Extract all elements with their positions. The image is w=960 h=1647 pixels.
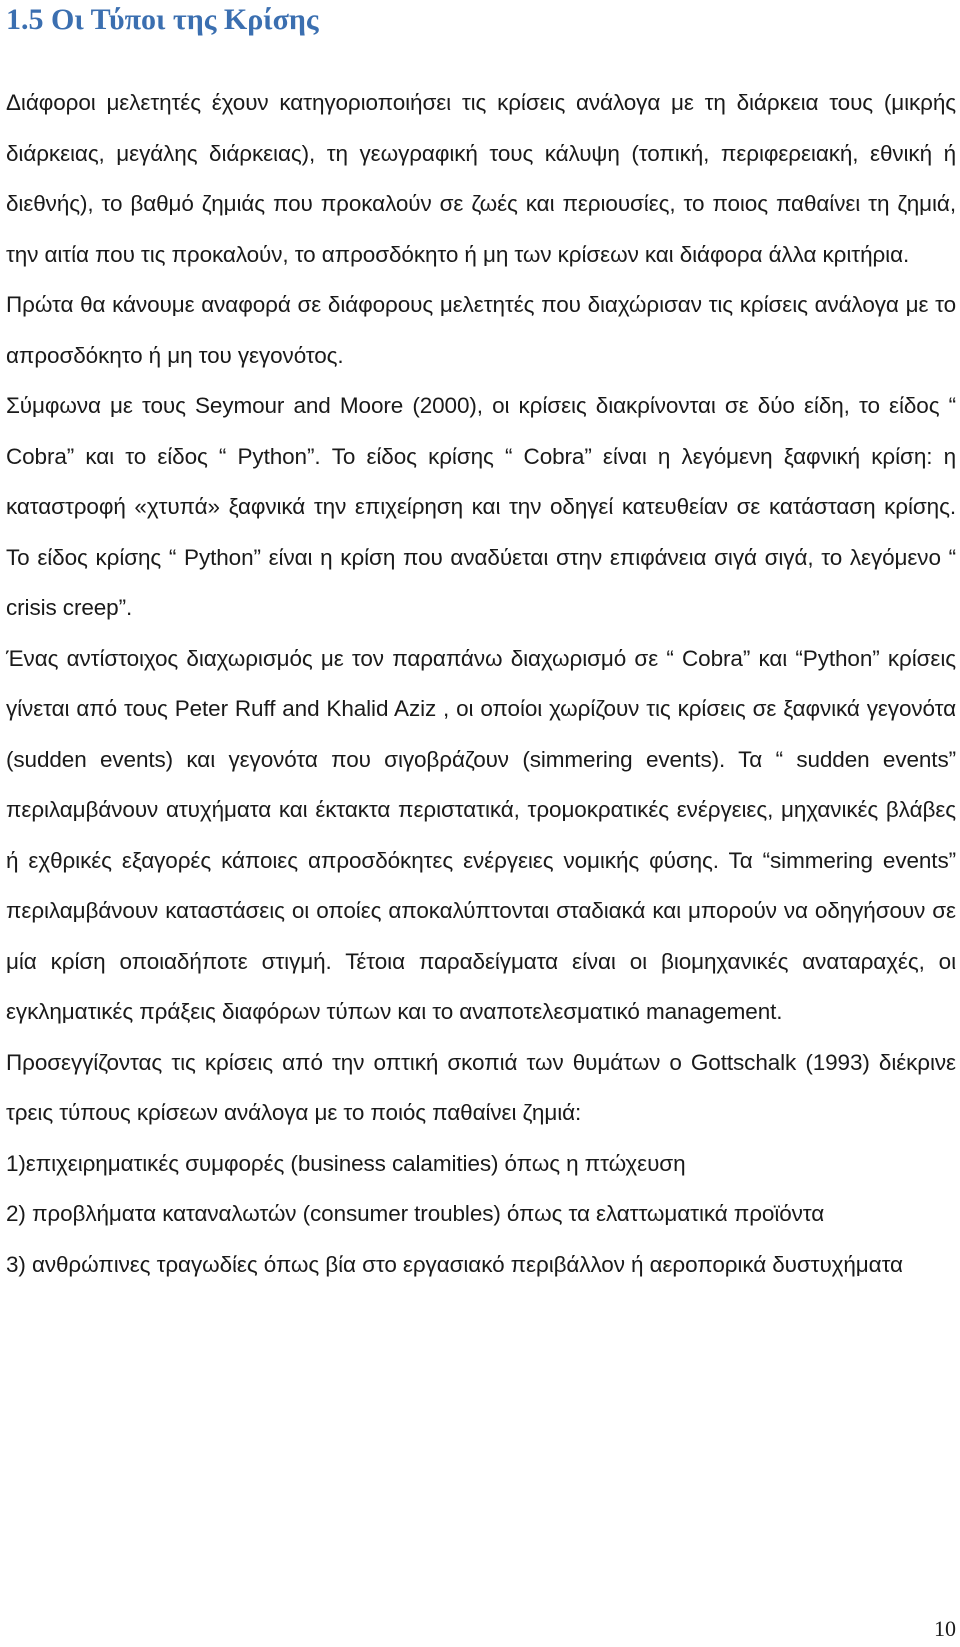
paragraph-cobra-python: Σύμφωνα με τους Seymour and Moore (2000), οι κρίσεις διακρίνονται σε δύο είδη, το είδος “ Cobra” και το είδος “ Python”. Το είδος κρίσης “ Cobra” είναι η λεγόμενη ξαφνική κρίση: η καταστροφή «χτυπά» ξαφνικά την επιχείρηση και την οδηγεί κατευθείαν σε κατάσταση κρίσης. Το είδος κρίσης “ Python” είναι η κρίση που αναδύεται στην επιφάνεια σιγά σιγά, το λεγόμενο “ crisis creep”. <box>6 393 956 620</box>
list-item-business-calamities: 1)επιχειρηματικές συμφορές (business calamities) όπως η πτώχευση <box>6 1150 686 1176</box>
paragraph-unexpected-intro: Πρώτα θα κάνουμε αναφορά σε διάφορους μελετητές που διαχώρισαν τις κρίσεις ανάλογα με το απροσδόκητο ή μη του γεγονότος. <box>6 292 956 368</box>
list-item-human-tragedies: 3) ανθρώπινες τραγωδίες όπως βία στο εργασιακό περιβάλλον ή αεροπορικά δυστυχήματα <box>6 1251 903 1277</box>
list-item-consumer-troubles: 2) προβλήματα καταναλωτών (consumer troubles) όπως τα ελαττωματικά προϊόντα <box>6 1201 825 1226</box>
paragraph-gottschalk: Προσεγγίζοντας τις κρίσεις από την οπτική σκοπιά των θυμάτων ο Gottschalk (1993) διέκρινε τρεις τύπους κρίσεων ανάλογα με το ποιός παθαίνει ζημιά: <box>6 1049 956 1125</box>
page-number: 10 <box>934 1616 956 1641</box>
paragraph-crisis-categorization: Διάφοροι μελετητές έχουν κατηγοριοποιήσει τις κρίσεις ανάλογα με τη διάρκεια τους (μικρής διάρκειας, μεγάλης διάρκειας), τη γεωγραφική τους κάλυψη (τοπική, περιφερειακή, εθνική ή διεθνής), το βαθμό ζημιάς που προκαλούν σε ζωές και περιουσίες, το ποιος παθαίνει τη ζημιά, την αιτία που τις προκαλούν, το απροσδόκητο ή μη των κρίσεων και διάφορα άλλα κριτήρια. <box>6 90 956 267</box>
body-text <box>6 78 956 1290</box>
section-heading: 1.5 Οι Τύποι της Κρίσης <box>6 3 319 36</box>
paragraph-sudden-simmering: Ένας αντίστοιχος διαχωρισμός με τον παραπάνω διαχωρισμό σε “ Cobra” και “Python” κρίσεις γίνεται από τους Peter Ruff and Khalid Aziz , οι οποίοι χωρίζουν τις κρίσεις σε ξαφνικά γεγονότα (sudden events) και γεγονότα που σιγοβράζουν (simmering events). Τα “ sudden events” περιλαμβάνουν ατυχήματα και έκτακτα περιστατικά, τρομοκρατικές ενέργειες, μηχανικές βλάβες ή εχθρικές εξαγορές κάποιες απροσδόκητες ενέργειες νομικής φύσης. Τα “simmering events” περιλαμβάνουν καταστάσεις οι οποίες αποκαλύπτονται σταδιακά και μπορούν να οδηγήσουν σε μία κρίση οποιαδήποτε στιγμή. Τέτοια παραδείγματα είναι οι βιομηχανικές αναταραχές, οι εγκληματικές πράξεις διαφόρων τύπων και το αναποτελεσματικό management. <box>6 645 956 1024</box>
